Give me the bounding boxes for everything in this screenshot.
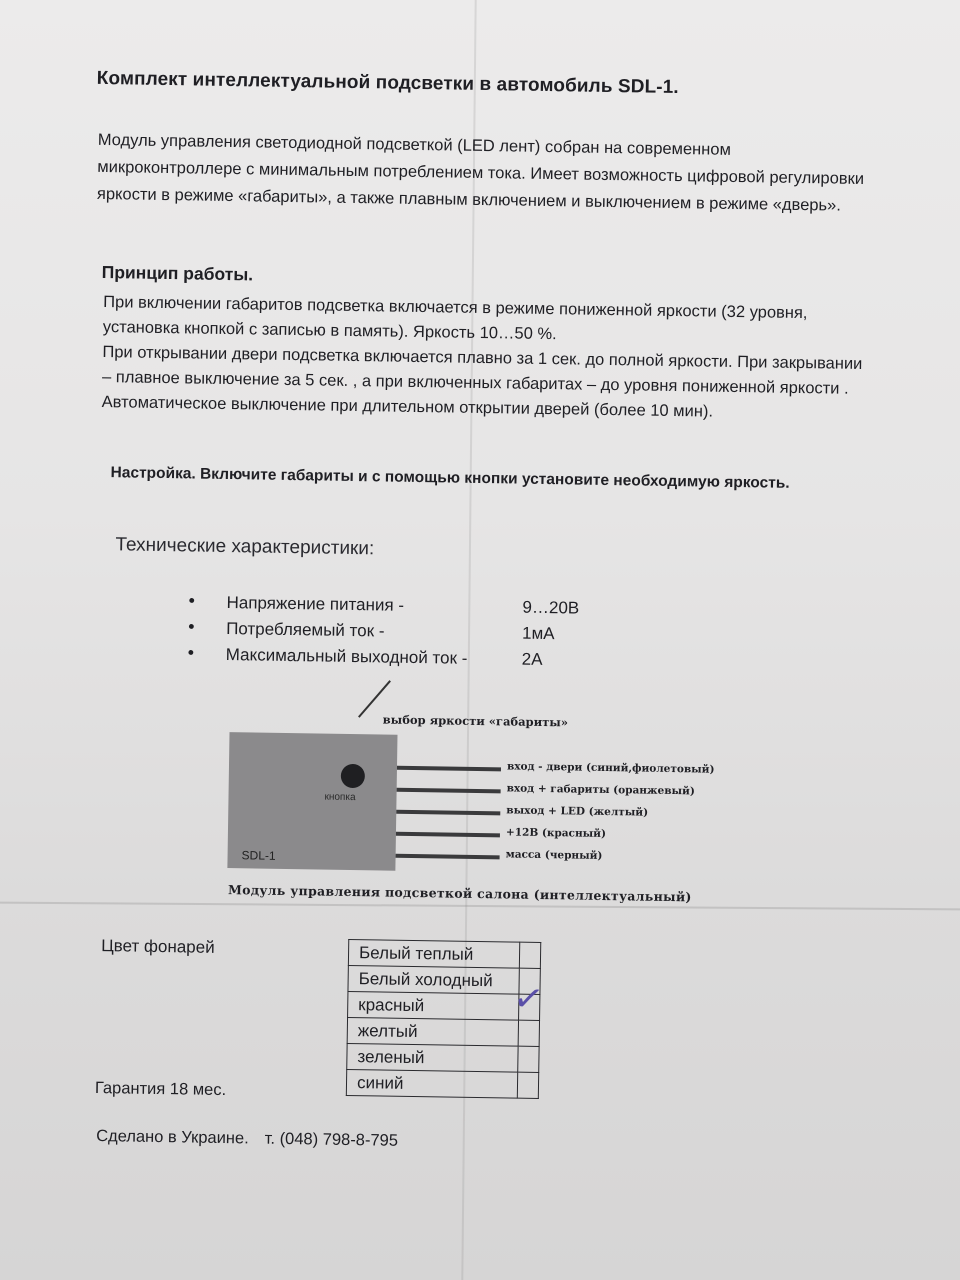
diagram-caption: Модуль управления подсветкой салона (интеллектуальный): [227, 882, 692, 905]
wire-label: +12В (красный): [505, 826, 607, 841]
module-name: SDL-1: [241, 848, 276, 863]
wire-line: [396, 810, 500, 816]
table-row: [348, 991, 540, 1020]
bullet-icon: •: [188, 590, 196, 611]
spec-value: 1мА: [521, 623, 555, 644]
wire-line: [397, 766, 501, 772]
made-in-text: Сделано в Украине.: [96, 1127, 249, 1148]
color-checkbox[interactable]: [518, 1046, 539, 1072]
spec-name: Максимальный выходной ток -: [225, 645, 468, 668]
color-option-name: Белый холодный: [348, 965, 519, 994]
wire-label: вход + габариты (оранжевый): [506, 782, 695, 798]
wire-label: вход - двери (синий,фиолетовый): [506, 760, 715, 776]
color-checkbox[interactable]: [510, 976, 547, 1022]
principle-heading: Принцип работы.: [101, 262, 254, 285]
lamp-color-label: Цвет фонарей: [101, 936, 215, 957]
spec-name: Потребляемый ток -: [225, 619, 385, 641]
document-title: Комплект интеллектуальной подсветки в автомобиль SDL-1.: [96, 67, 679, 99]
lamp-color-table: [346, 939, 547, 1099]
color-checkbox[interactable]: [518, 1020, 539, 1046]
wire-line: [396, 832, 500, 838]
color-option-name: зеленый: [347, 1043, 518, 1072]
module-button-label: кнопка: [324, 791, 356, 804]
intro-paragraph: Модуль управления светодиодной подсветкой (LED лент) собран на современном микроконтроллере с минимальным потреблением тока. Имеет возможность цифровой регулировки яркости в режиме «габариты», а также плавным включением и выключением в режиме «дверь».: [96, 130, 865, 215]
wire-line: [397, 788, 501, 794]
principle-paragraph-2: При открывании двери подсветка включается плавно за 1 сек. до полной яркости. При закрывании – плавное выключение за 5 сек. , а при включенных габаритах – до уровня пониженной яркости . Автоматическое выключение при длительном открытии дверей (более 10 мин).: [101, 343, 863, 421]
warranty-text: Гарантия 18 мес.: [94, 1079, 227, 1100]
specs-heading: Технические характеристики:: [115, 534, 375, 560]
wire-label: выход + LED (желтый): [506, 804, 649, 819]
table-row: [347, 1043, 539, 1072]
checkmark-icon: ✓: [510, 976, 547, 1022]
table-row: [347, 1017, 539, 1046]
color-option-name: Белый теплый: [348, 939, 519, 968]
color-checkbox[interactable]: [517, 1072, 538, 1098]
color-option-name: синий: [346, 1069, 517, 1098]
spec-name: Напряжение питания -: [226, 593, 405, 615]
bullet-icon: •: [188, 616, 195, 637]
spec-value: 2А: [521, 649, 543, 669]
color-checkbox[interactable]: [519, 942, 540, 968]
spec-value: 9…20В: [522, 597, 580, 618]
table-row: [348, 939, 540, 968]
made-in-line: [96, 1127, 398, 1151]
module-box: [227, 732, 397, 871]
color-option-name: желтый: [347, 1017, 518, 1046]
wire-label: масса (черный): [505, 848, 603, 862]
principle-section: [101, 290, 863, 427]
bullet-icon: •: [187, 642, 195, 663]
color-option-name: красный: [348, 991, 519, 1020]
wire-line: [396, 854, 500, 860]
brightness-select-label: выбор яркости «габариты»: [382, 712, 569, 730]
module-button-icon: [341, 764, 365, 788]
setup-instructions: Настройка. Включите габариты и с помощью кнопки установите необходимую яркость.: [110, 464, 790, 492]
wire-list: [395, 759, 797, 875]
principle-paragraph-1: При включении габаритов подсветка включается в режиме пониженной яркости (32 уровня, установка кнопкой с записью в память). Яркость 10…50 %.: [102, 293, 808, 344]
table-row: [348, 965, 540, 994]
specs-list: [187, 592, 648, 677]
phone-number: т. (048) 798-8-795: [264, 1129, 399, 1150]
table-row: [346, 1069, 538, 1098]
